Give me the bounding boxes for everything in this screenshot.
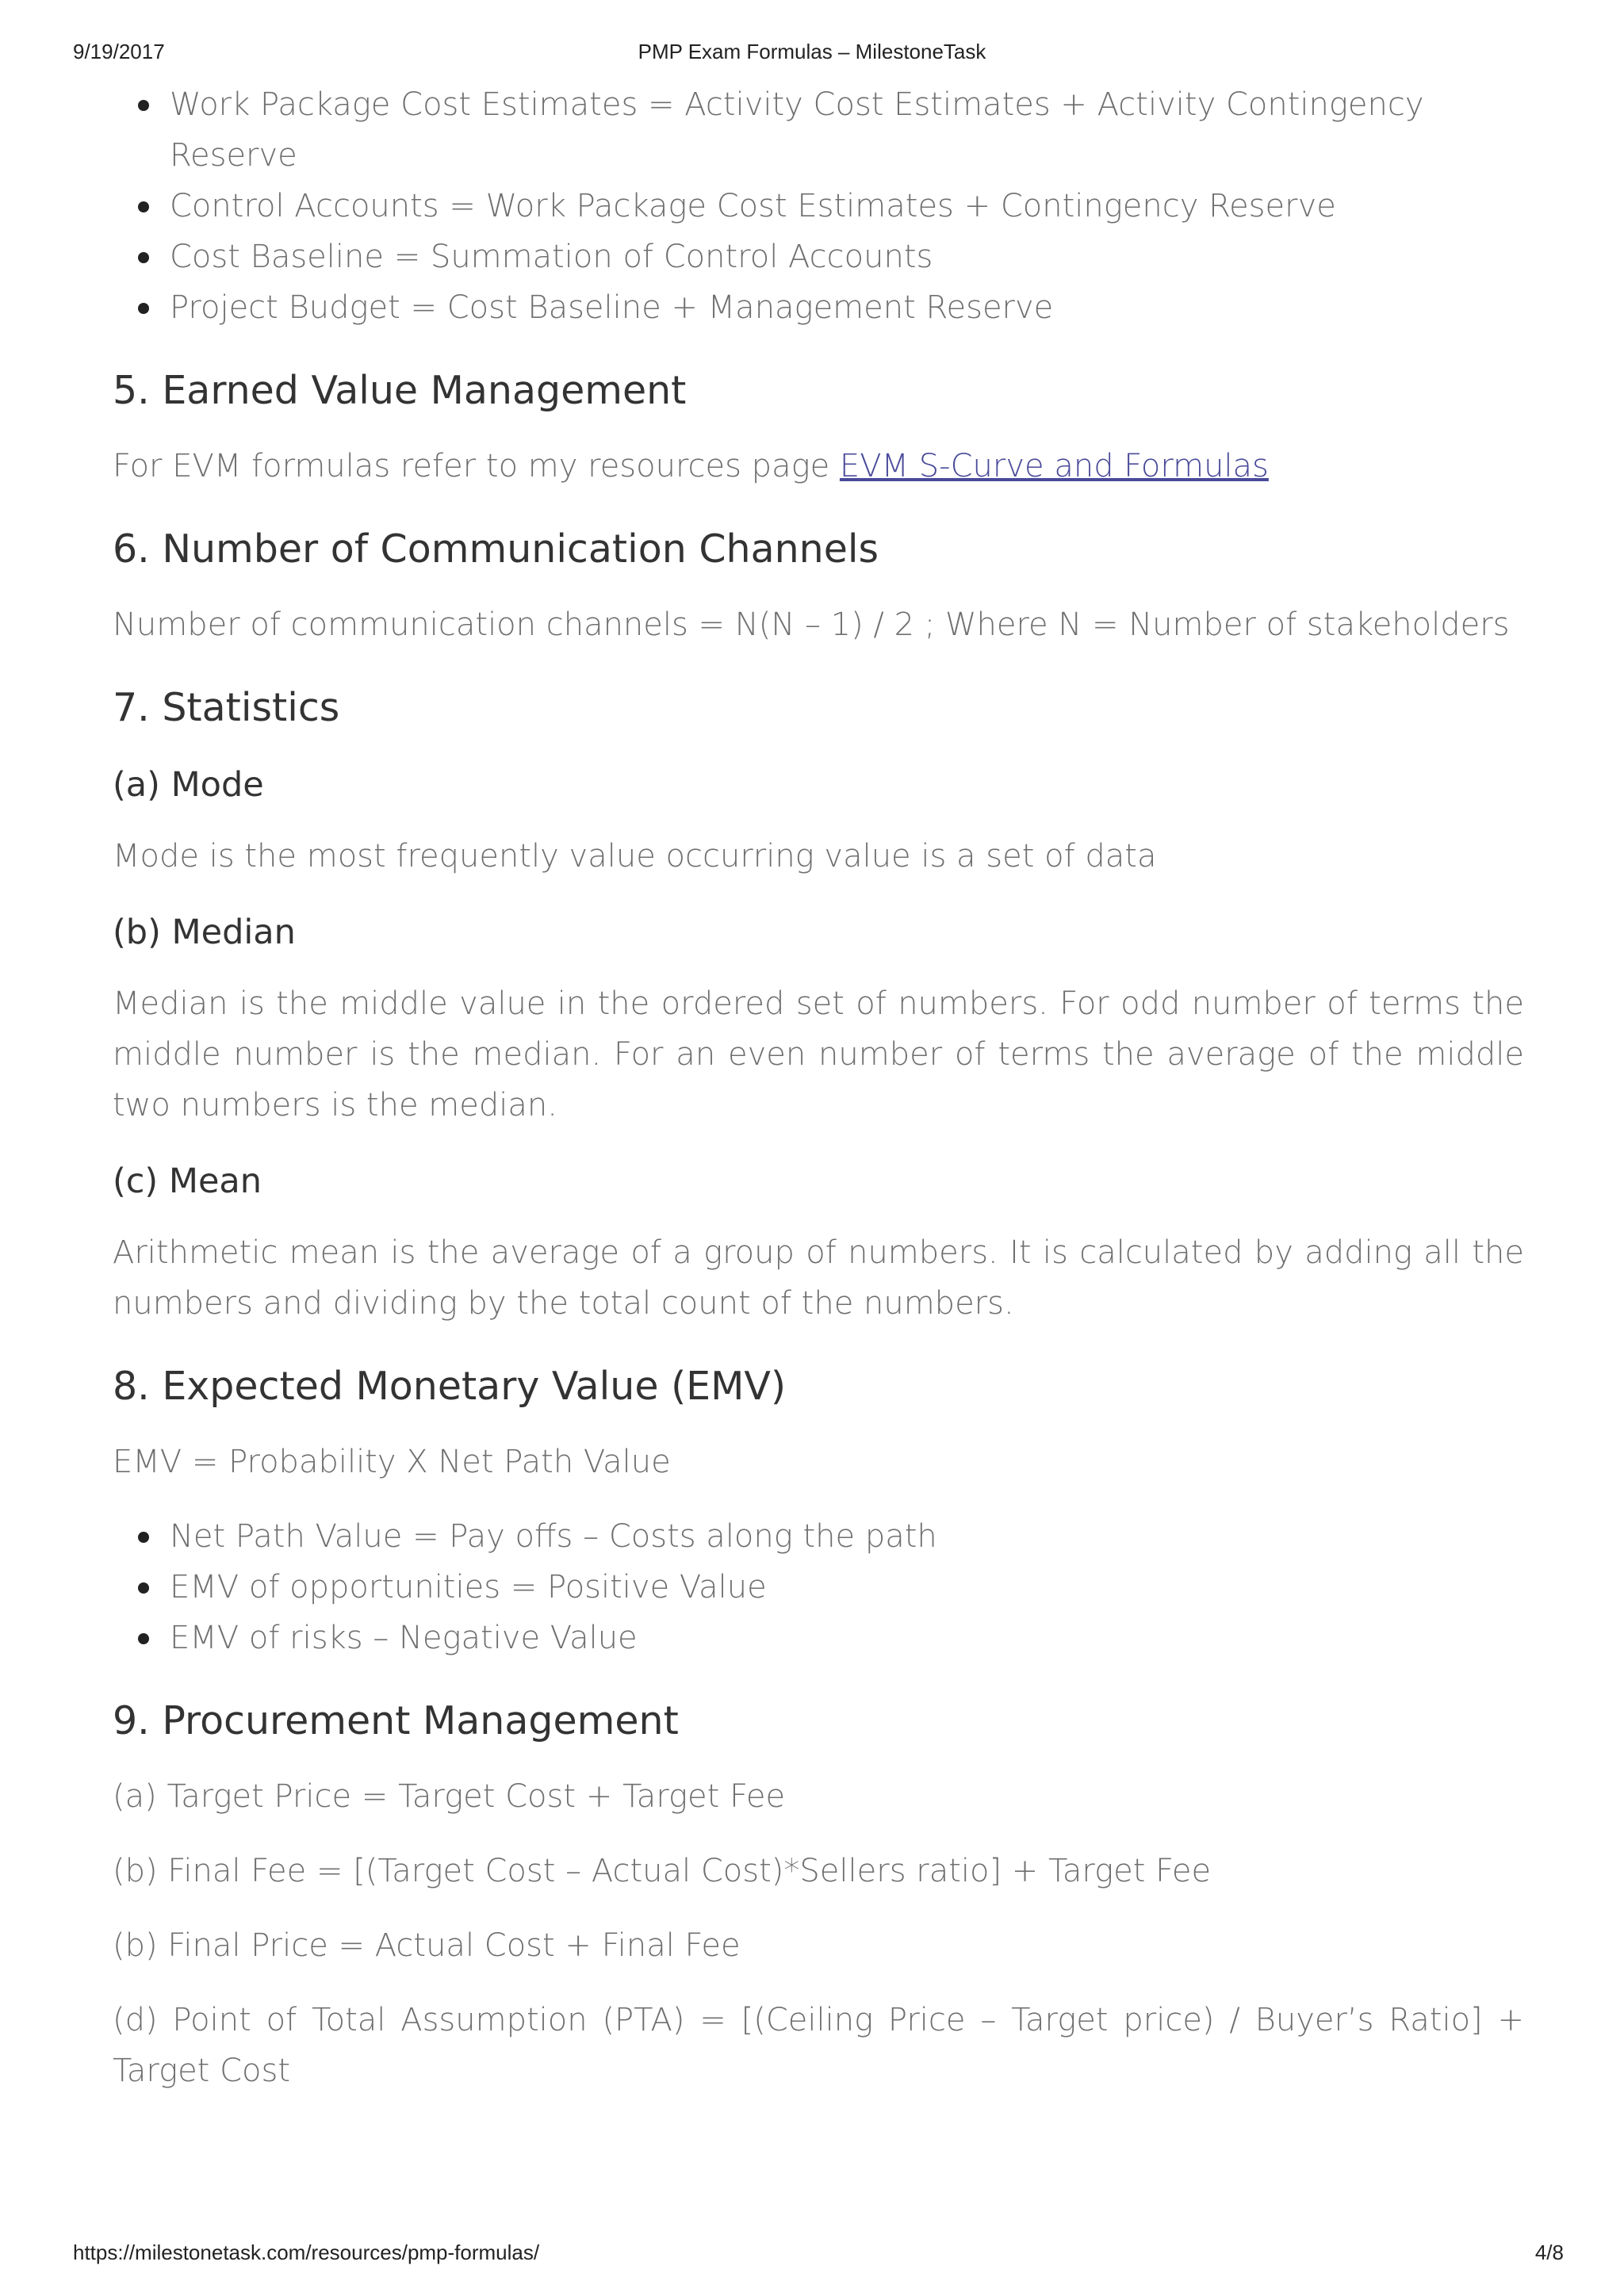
print-header-date: 9/19/2017	[73, 40, 165, 63]
list-item: EMV of opportunities = Positive Value	[170, 1562, 1524, 1613]
list-item: Net Path Value = Pay offs – Costs along the path	[170, 1511, 1524, 1562]
list-item: EMV of risks – Negative Value	[170, 1613, 1524, 1663]
print-footer-url: https://milestonetask.com/resources/pmp-formulas/	[73, 2241, 540, 2264]
median-text: Median is the middle value in the ordered set of numbers. For odd number of terms the middle number is the median. For an even number of terms the average of the middle two numbers is the median.	[113, 985, 1524, 1123]
section-heading-procurement: 9. Procurement Management	[113, 1698, 679, 1743]
emv-list	[113, 1511, 1524, 1663]
section-heading-emv: 8. Expected Monetary Value (EMV)	[113, 1364, 787, 1409]
procurement-a: (a) Target Price = Target Cost + Target Fee	[113, 1778, 786, 1815]
communication-text: Number of communication channels = N(N – 1) / 2 ; Where N = Number of stakeholders	[113, 607, 1510, 643]
evm-text: For EVM formulas refer to my resources page	[113, 448, 840, 484]
list-item: Project Budget = Cost Baseline + Management Reserve	[170, 282, 1524, 333]
section-heading-statistics: 7. Statistics	[113, 685, 340, 730]
list-item: Cost Baseline = Summation of Control Accounts	[170, 232, 1524, 282]
print-footer-page-number: 4/8	[1534, 2241, 1564, 2264]
article-content	[113, 79, 1524, 2120]
mean-text: Arithmetic mean is the average of a group of numbers. It is calculated by adding all the numbers and dividing by the total count of the numbers.	[113, 1234, 1524, 1322]
section-heading-evm: 5. Earned Value Management	[113, 368, 687, 413]
emv-text: EMV = Probability X Net Path Value	[113, 1444, 671, 1480]
print-header-title: PMP Exam Formulas – MilestoneTask	[638, 40, 986, 63]
section-heading-communication: 6. Number of Communication Channels	[113, 526, 879, 572]
procurement-d: (d) Point of Total Assumption (PTA) = [(Ceiling Price – Target price) / Buyer’s Ratio] + Target Cost	[113, 2002, 1524, 2089]
cost-list	[113, 79, 1524, 333]
evm-paragraph	[113, 441, 1524, 492]
list-item: Control Accounts = Work Package Cost Estimates + Contingency Reserve	[170, 181, 1524, 232]
procurement-b: (b) Final Fee = [(Target Cost – Actual Cost)*Sellers ratio] + Target Fee	[113, 1853, 1212, 1889]
subheading-mode: (a) Mode	[113, 765, 264, 805]
list-item: Work Package Cost Estimates = Activity Cost Estimates + Activity Contingency Reserve	[170, 79, 1524, 181]
mode-text: Mode is the most frequently value occurring value is a set of data	[113, 838, 1157, 874]
subheading-median: (b) Median	[113, 913, 296, 952]
procurement-c: (b) Final Price = Actual Cost + Final Fee	[113, 1927, 741, 1964]
evm-link[interactable]: EVM S-Curve and Formulas	[839, 448, 1269, 484]
subheading-mean: (c) Mean	[113, 1161, 262, 1201]
